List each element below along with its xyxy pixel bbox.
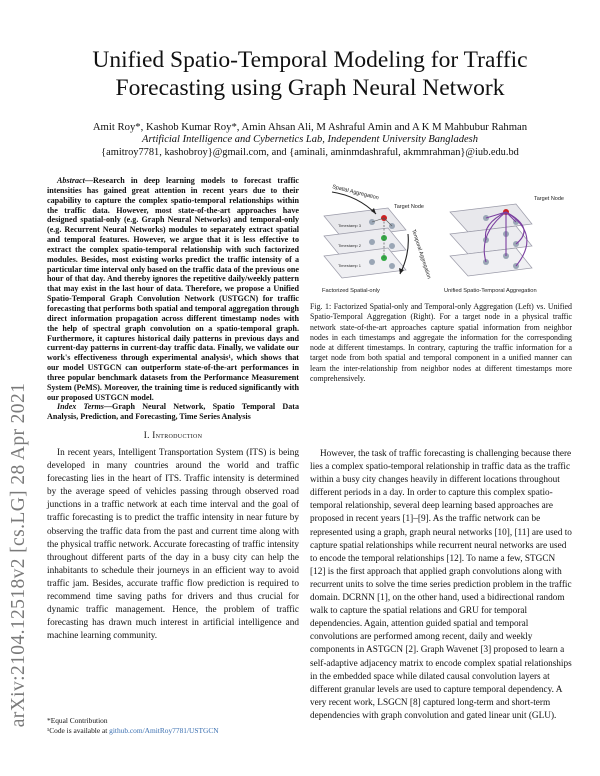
affiliation: Artificial Intelligence and Cybernetics Lab, Independent University Bangladesh	[142, 134, 478, 145]
node	[369, 259, 375, 265]
section-heading	[47, 430, 299, 441]
abstract-text: —Research in deep learning models to forecast traffic intensities has gained great attention in recent years due to their capability to capture the complex spatio-temporal relationships within the traffic data. However, most state-of-the-art approaches have designed spatial-only (e.g. Graph Neural Networks) and temporal-only (e.g. Recurrent Neural Networks) modules to separately extract spatial and temporal features. However, we argue that it is less effective to extract the complex spatio-temporal relationship with such factorized modules. Besides, most existing works predict the traffic intensity of a particular time interval only based on the traffic data of the previous one hour of that day. And thereby ignores the repetitive daily/weekly pattern that may exist in the last hour of data. Therefore, we propose a Unified Spatio-Temporal Graph Convolution Network (USTGCN) for traffic forecasting that performs both spatial and temporal aggregation through direct information propagation across different timestamp nodes with the help of spectral graph convolution on a spatio-temporal graph. Furthermore, it captures historical daily patterns in previous days and current-day patterns in current-day traffic data. Finally, we validate our work's effectiveness through experimental analysis¹, which shows that our model USTGCN can outperform state-of-the-art performances in three popular benchmark datasets from the Performance Measurement System (PeMS). Moreover, the training time is reduced significantly with our proposed USTGCN model.	[47, 176, 299, 402]
ts3-label: Timestamp 3	[338, 223, 361, 228]
plane-ts1	[324, 248, 406, 278]
left-column	[47, 176, 299, 643]
footnote-equal-contribution: *Equal Contribution	[47, 716, 108, 725]
right-diagram	[444, 196, 564, 294]
figure-1-svg	[310, 178, 572, 296]
node	[369, 239, 375, 245]
abstract-label: Abstract	[57, 176, 85, 185]
code-link[interactable]: github.com/AmitRoy7781/USTGCN	[109, 725, 219, 735]
temporal-aggregation-label: Temporal Aggregation	[410, 228, 432, 280]
ts1-label: Timestamp 1	[338, 263, 361, 268]
arxiv-identifier: arXiv:2104.12518v2 [cs.LG] 28 Apr 2021	[8, 382, 29, 728]
node	[389, 263, 395, 269]
footnote-code	[47, 726, 299, 736]
footnotes	[47, 716, 299, 735]
right-paragraph: However, the task of traffic forecasting is challenging because there lies a complex spatio-temporal relationship in traffic data as the traffic within a busy city changes heavily in different locations throughout different periods in a day. In order to capture this complex spatio-temporal relationship, several deep learning based approaches are proposed in recent years [1]–[9]. As the traffic network can be represented using a graph, graph neural networks [10], [11] are used to capture spatial relationships while recurrent neural networks are used to encode the temporal relationships [12]. To name a few, STGCN [12] is the first approach that applied graph convolutions along with recurrent units to solve the time series prediction problem in the traffic domain. DCRNN [1], on the other hand, used a bidirectional random walk to capture the spatial relations and GRU for temporal dependencies. Again, attention guided spatial and temporal convolutions are performed among recent, daily and weekly components in ASTGCN [2]. Graph Wavenet [3] proposed to learn a self-adaptive adjacency matrix to encode complex spatial relationships in the embedded space while dilated causal convolution layers at different granular levels are used to capture temporal dependency. A very recent work, LSGCN [8] captured long-term and short-term dependencies with graph convolution and gated linear unit (GLU).	[310, 449, 572, 721]
left-target-node-label: Target Node	[394, 204, 424, 210]
intro-paragraph: In recent years, Intelligent Transportation System (ITS) is being developed in many countries around the world and traffic forecasting lies in the heart of ITS. Traffic intensity is determined by the average speed of vehicles passing through observed road junctions in a traffic network at each time interval and the goal of traffic forecasting is to predict the traffic intensity in near future by observing the traffic data from the past and current time along with the physical traffic network. Accurate forecasting of traffic intensity throughout different parts of the day in a busy city can help the inhabitants to schedule their journeys in an efficient way to avoid traffic jam. Besides, accurate traffic flow prediction is required to recommend time saving paths for drivers and thus crucial for dynamic traffic management. Hence, the problem of traffic forecasting has drawn much interest in artificial intelligence and machine learning community.	[47, 448, 299, 642]
author-list: Amit Roy*, Kashob Kumar Roy*, Amin Ahsan Ali, M Ashraful Amin and A K M Mahbubur Rahman	[92, 121, 528, 133]
paper-title: Unified Spatio-Temporal Modeling for Traffic Forecasting using Graph Neural Network	[92, 47, 528, 101]
arxiv-sidebar	[6, 170, 32, 728]
footnote-code-prefix: ¹Code is available at	[47, 725, 110, 735]
left-diagram	[322, 184, 432, 294]
right-diagram-caption: Unified Spatio-Temporal Aggregation	[444, 288, 537, 294]
abstract	[47, 176, 299, 402]
figure-caption: Fig. 1: Factorized Spatial-only and Temporal-only Aggregation (Left) vs. Unified Spatio-Temporal Aggregation (Right). For a target node in a physical traffic network state-of-the-art approaches capture spatial information from neighbor nodes in each timestamps and aggregate the information for the corresponding node at different timestamps. In contrary, capturing the traffic information for a target node from both spatial and temporal component in a unified manner can learn the inter-relationship from neighbor nodes at different timestamps more comprehensively.	[310, 302, 572, 384]
section-title: Introduction	[152, 430, 203, 441]
index-terms	[47, 402, 299, 422]
section-numeral: I.	[143, 430, 150, 441]
left-diagram-caption: Factorized Spatial-only	[322, 288, 380, 294]
index-terms-text: —Graph Neural Network, Spatio Temporal Data Analysis, Prediction, and Forecasting, Time Series Analysis	[47, 402, 300, 422]
index-terms-label: Index Terms	[57, 402, 104, 412]
right-target-node-label: Target Node	[534, 196, 564, 202]
author-emails: {amitroy7781, kashobroy}@gmail.com, and {aminali, aminmdashraful, akmmrahman}@iub.edu.bd	[101, 147, 519, 158]
right-column	[310, 448, 572, 723]
ts2-label: Timestamp 2	[338, 243, 361, 248]
figure-1	[310, 178, 572, 296]
node	[389, 243, 395, 249]
spatial-aggregation-label: Spatial Aggregation	[331, 184, 380, 202]
